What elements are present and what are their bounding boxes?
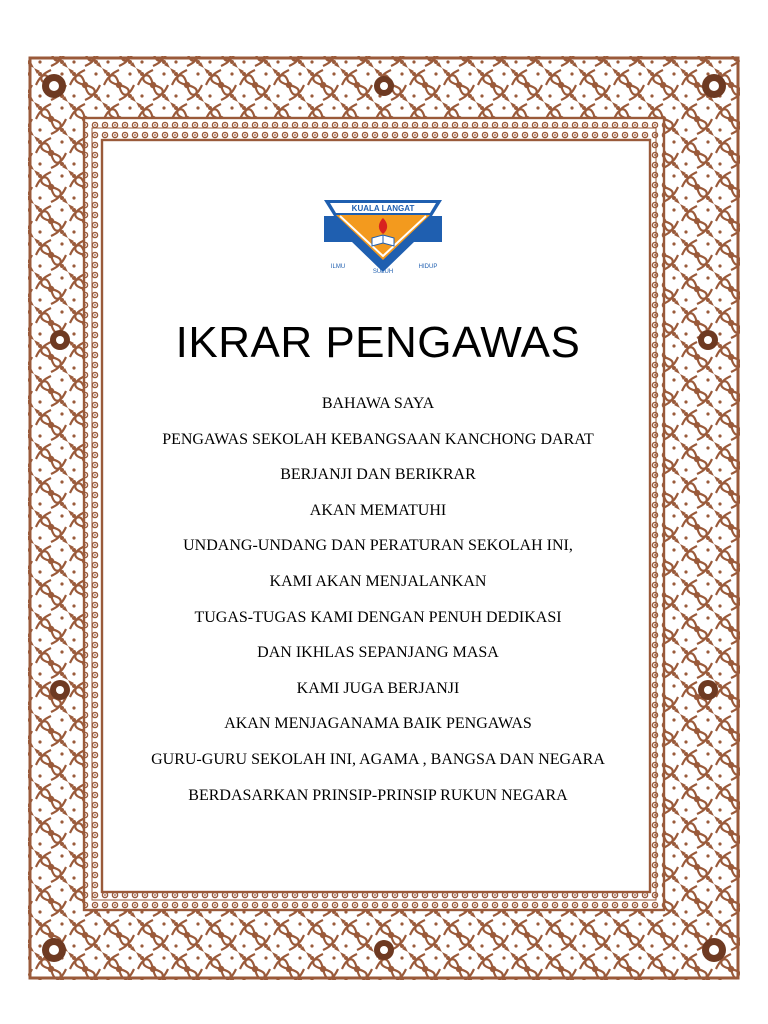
crest-motto-left: ILMU xyxy=(330,264,346,270)
pledge-line: BAHAWA SAYA xyxy=(321,395,435,412)
crest-motto-center: SULUH xyxy=(372,269,394,274)
pledge-text xyxy=(90,392,666,819)
crest-top-text: KUALA LANGAT xyxy=(351,204,415,213)
pledge-line: TUGAS-TUGAS KAMI DENGAN PENUH DEDIKASI xyxy=(194,608,562,626)
school-crest-icon xyxy=(322,194,444,274)
pledge-line: BERDASARKAN PRINSIP-PRINSIP RUKUN NEGARA xyxy=(188,786,568,804)
pledge-line: UNDANG-UNDANG DAN PERATURAN SEKOLAH INI, xyxy=(183,537,573,555)
pledge-line: AKAN MEMATUHI xyxy=(309,501,447,519)
pledge-line: BERJANJI DAN BERIKRAR xyxy=(280,466,476,484)
pledge-page xyxy=(104,144,652,889)
pledge-line: KAMI JUGA BERJANJI xyxy=(296,679,460,697)
pledge-line: PENGAWAS SEKOLAH KEBANGSAAN KANCHONG DARAT xyxy=(162,430,594,448)
pledge-line: AKAN MENJAGANAMA BAIK PENGAWAS xyxy=(224,715,532,733)
pledge-line: KAMI AKAN MENJALANKAN xyxy=(269,572,487,590)
crest-motto-right: HIDUP xyxy=(418,264,438,270)
page-title: IKRAR PENGAWAS xyxy=(175,318,581,367)
pledge-line: DAN IKHLAS SEPANJANG MASA xyxy=(257,644,499,662)
pledge-line: GURU-GURU SEKOLAH INI, AGAMA , BANGSA DAN NEGARA xyxy=(151,750,605,768)
